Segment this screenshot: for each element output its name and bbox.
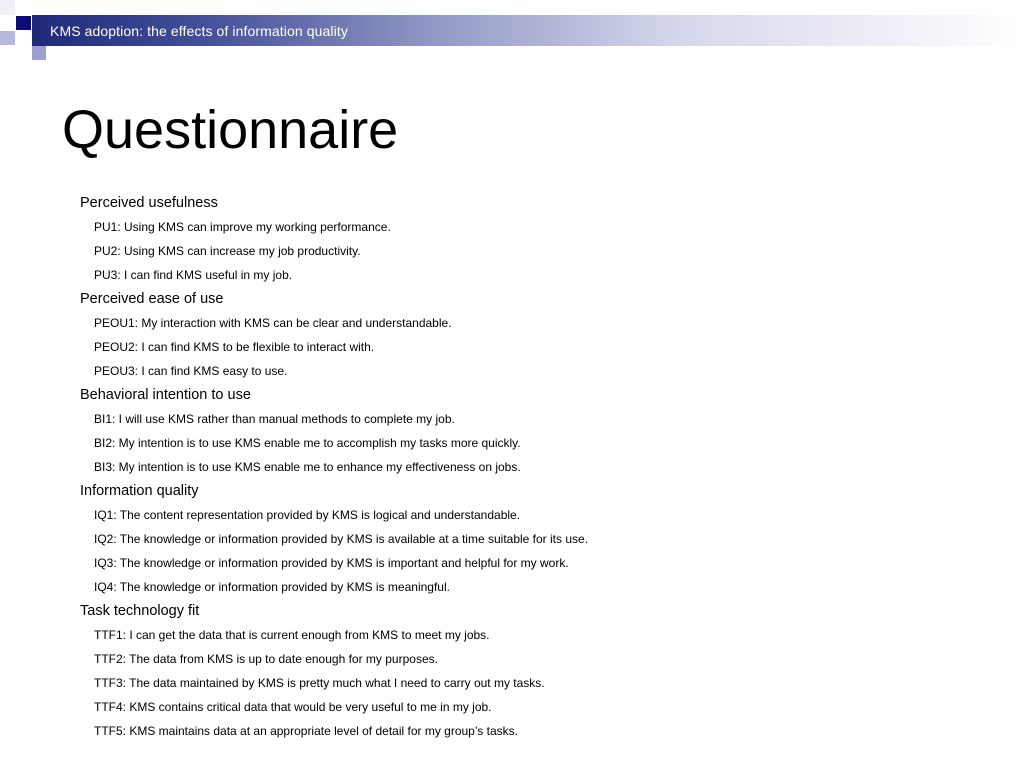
question-item: TTF4: KMS contains critical data that would be very useful to me in my job. — [94, 700, 492, 714]
question-item: PEOU3: I can find KMS easy to use. — [94, 364, 288, 378]
decorative-square — [0, 0, 15, 15]
section-behavioral-intention — [80, 383, 1000, 479]
question-item: BI2: My intention is to use KMS enable me to accomplish my tasks more quickly. — [94, 436, 521, 450]
question-item: TTF5: KMS maintains data at an appropriate level of detail for my group’s tasks. — [94, 724, 518, 738]
decorative-square — [16, 16, 31, 30]
decorative-square — [32, 46, 46, 60]
question-item: BI1: I will use KMS rather than manual methods to complete my job. — [94, 412, 455, 426]
section-heading: Perceived usefulness — [80, 195, 218, 211]
question-item: PU1: Using KMS can improve my working performance. — [94, 220, 391, 234]
section-perceived-usefulness — [80, 191, 1000, 287]
section-task-technology-fit — [80, 599, 1000, 743]
question-item: PU2: Using KMS can increase my job productivity. — [94, 244, 361, 258]
header-title: KMS adoption: the effects of information quality — [50, 23, 348, 39]
question-item: IQ4: The knowledge or information provided by KMS is meaningful. — [94, 580, 450, 594]
question-item: TTF3: The data maintained by KMS is pretty much what I need to carry out my tasks. — [94, 676, 545, 690]
question-item: TTF1: I can get the data that is current enough from KMS to meet my jobs. — [94, 628, 490, 642]
section-heading: Information quality — [80, 483, 199, 499]
question-item: TTF2: The data from KMS is up to date enough for my purposes. — [94, 652, 438, 666]
question-item: IQ2: The knowledge or information provided by KMS is available at a time suitable for its use. — [94, 532, 589, 546]
question-item: BI3: My intention is to use KMS enable me to enhance my effectiveness on jobs. — [94, 460, 521, 474]
section-heading: Perceived ease of use — [80, 291, 224, 307]
section-perceived-ease-of-use — [80, 287, 1000, 383]
section-heading: Task technology fit — [80, 603, 200, 619]
slide-title: Questionnaire — [62, 100, 399, 160]
decorative-square — [0, 31, 15, 45]
question-item: PEOU2: I can find KMS to be flexible to interact with. — [94, 340, 375, 354]
question-item: IQ3: The knowledge or information provided by KMS is important and helpful for my work. — [94, 556, 569, 570]
questionnaire-content — [80, 191, 1000, 743]
question-item: PU3: I can find KMS useful in my job. — [94, 268, 293, 282]
question-item: PEOU1: My interaction with KMS can be clear and understandable. — [94, 316, 452, 330]
section-information-quality — [80, 479, 1000, 599]
question-item: IQ1: The content representation provided by KMS is logical and understandable. — [94, 508, 521, 522]
section-heading: Behavioral intention to use — [80, 387, 251, 403]
